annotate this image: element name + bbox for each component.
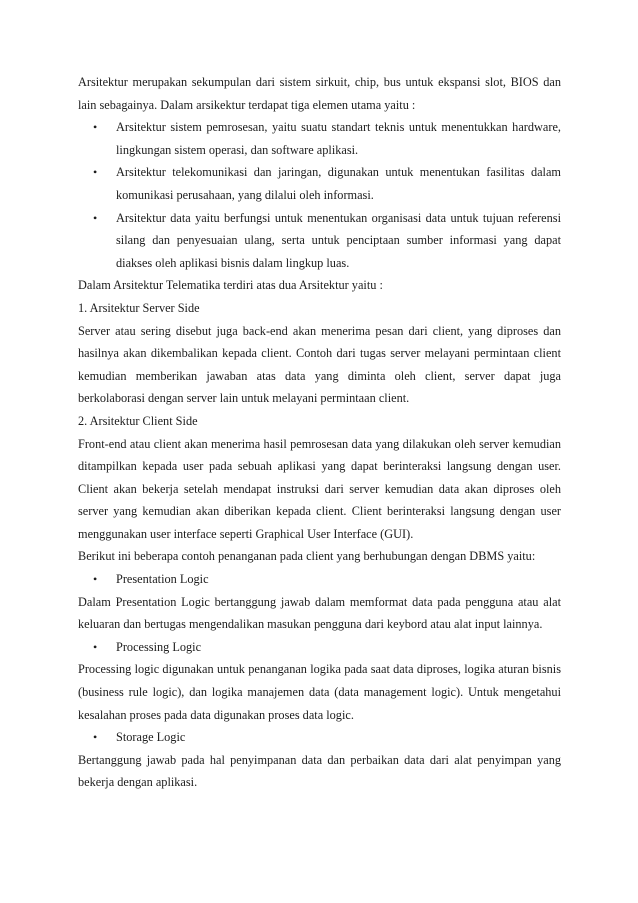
list-item — [78, 568, 561, 591]
storage-logic-paragraph: Bertanggung jawab pada hal penyimpanan data dan perbaikan data dari alat penyimpan yang bekerja dengan aplikasi. — [78, 752, 561, 790]
main-elements-list — [78, 116, 561, 274]
list-item — [78, 116, 561, 161]
processing-logic-title: Processing Logic — [116, 639, 202, 654]
server-side-paragraph: Server atau sering disebut juga back-end akan menerima pesan dari client, yang diproses dan hasilnya akan dikembalikan kepada client. Contoh dari tugas server melayani permintaan client kemudian memberikan jawaban atas data yang diminta oleh client, server dapat juga berkolaborasi dengan server lain untuk melayani permintaan client. — [78, 323, 561, 406]
list-item — [78, 161, 561, 206]
bullet-icon: • — [93, 165, 98, 180]
dbms-intro: Berikut ini beberapa contoh penanganan pada client yang berhubungan dengan DBMS yaitu: — [78, 549, 536, 564]
list-item — [78, 726, 561, 749]
storage-logic-list — [78, 726, 561, 749]
list-item — [78, 636, 561, 659]
list-item-text: Arsitektur telekomunikasi dan jaringan, digunakan untuk menentukan fasilitas dalam komunikasi perusahaan, yang dilalui oleh informasi. — [116, 165, 561, 202]
presentation-logic-paragraph: Dalam Presentation Logic bertanggung jawab dalam memformat data pada pengguna atau alat keluaran dan bertugas mengendalikan masukan pengguna dari keybord atau alat input lainnya. — [78, 594, 561, 632]
storage-logic-title: Storage Logic — [116, 730, 186, 745]
list-item-text: Arsitektur sistem pemrosesan, yaitu suatu standart teknis untuk menentukkan hardware, lingkungan sistem operasi, dan software aplikasi. — [116, 120, 561, 157]
list-item — [78, 207, 561, 275]
bullet-icon: • — [93, 639, 98, 654]
list-item-text: Arsitektur data yaitu berfungsi untuk menentukan organisasi data untuk tujuan referensi silang dan penyesuaian ulang, serta untuk penciptaan sumber informasi yang dapat diakses oleh aplikasi bisnis dalam lingkup luas. — [116, 210, 561, 270]
server-side-heading: 1. Arsitektur Server Side — [78, 300, 200, 315]
client-side-heading: 2. Arsitektur Client Side — [78, 413, 198, 428]
processing-logic-list — [78, 636, 561, 659]
presentation-logic-list — [78, 568, 561, 591]
intro-paragraph: Arsitektur merupakan sekumpulan dari sistem sirkuit, chip, bus untuk ekspansi slot, BIOS dan lain sebagainya. Dalam arsikektur terdapat tiga elemen utama yaitu : — [78, 75, 561, 112]
client-side-paragraph: Front-end atau client akan menerima hasil pemrosesan data yang dilakukan oleh server kemudian ditampilkan kepada user pada sebuah aplikasi yang dapat berinteraksi langsung dengan user. Client akan bekerja setelah mendapat instruksi dari server kemudian data akan diproses oleh server yang kemudian akan diberikan kepada client. Client berinteraksi langsung dengan user menggunakan user interface seperti Graphical User Interface (GUI). — [78, 436, 561, 541]
bullet-icon: • — [93, 120, 98, 135]
bullet-icon: • — [93, 730, 98, 745]
presentation-logic-title: Presentation Logic — [116, 572, 209, 587]
bullet-icon: • — [93, 210, 98, 225]
telematics-intro: Dalam Arsitektur Telematika terdiri atas dua Arsitektur yaitu : — [78, 278, 383, 293]
document-page — [78, 71, 561, 794]
bullet-icon: • — [93, 572, 98, 587]
processing-logic-paragraph: Processing logic digunakan untuk penanganan logika pada saat data diproses, logika aturan bisnis (business rule logic), dan logika manajemen data (data management logic). Untuk mengetahui kesalahan proses pada data digunakan proses data logic. — [78, 662, 561, 722]
